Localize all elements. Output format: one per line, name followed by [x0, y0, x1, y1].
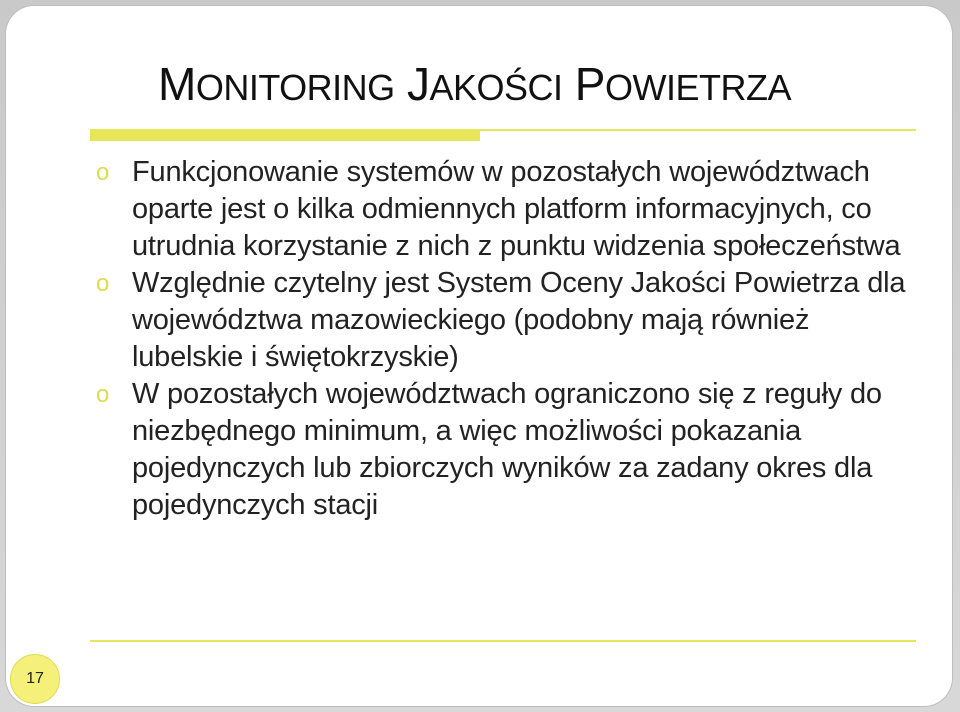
title-letter-p: P: [574, 58, 605, 110]
title-letter-j: J: [406, 58, 430, 110]
title-word-akosci: AKOŚCI: [429, 67, 563, 108]
bullet-text: Funkcjonowanie systemów w pozostałych województwach oparte jest o kilka odmiennych platform informacyjnych, co utrudnia korzystanie z nich z punktu widzenia społeczeństwa: [132, 156, 901, 262]
page-number-badge: [10, 654, 60, 704]
page-number: 17: [26, 670, 44, 687]
slide-content: [96, 154, 916, 524]
title-underline-thin: [480, 129, 916, 131]
bullet-marker: o: [96, 159, 110, 186]
bullet-text: W pozostałych województwach ograniczono się z reguły do niezbędnego minimum, a więc możliwości pokazania pojedynczych lub zbiorczych wyników za zadany okres dla pojedynczych stacji: [132, 378, 882, 521]
title-letter-m: M: [158, 58, 196, 110]
footer-rule: [90, 640, 916, 642]
bullet-item: [96, 376, 916, 524]
bullet-item: [96, 265, 916, 376]
bullet-text: Względnie czytelny jest System Oceny Jakości Powietrza dla województwa mazowieckiego (podobny mają również lubelskie i świętokrzyskie): [132, 267, 906, 373]
title-word-owietrza: OWIETRZA: [604, 67, 791, 108]
title-space-1: [395, 58, 407, 110]
title-word-onitoring: ONITORING: [195, 67, 395, 108]
title-underline-thick: [90, 129, 480, 141]
bullet-item: [96, 154, 916, 265]
bullet-marker: o: [96, 381, 110, 408]
title-space-2: [563, 58, 575, 110]
title-underline-bar: [90, 124, 916, 142]
slide-title: [158, 56, 791, 116]
bullet-marker: o: [96, 270, 110, 297]
